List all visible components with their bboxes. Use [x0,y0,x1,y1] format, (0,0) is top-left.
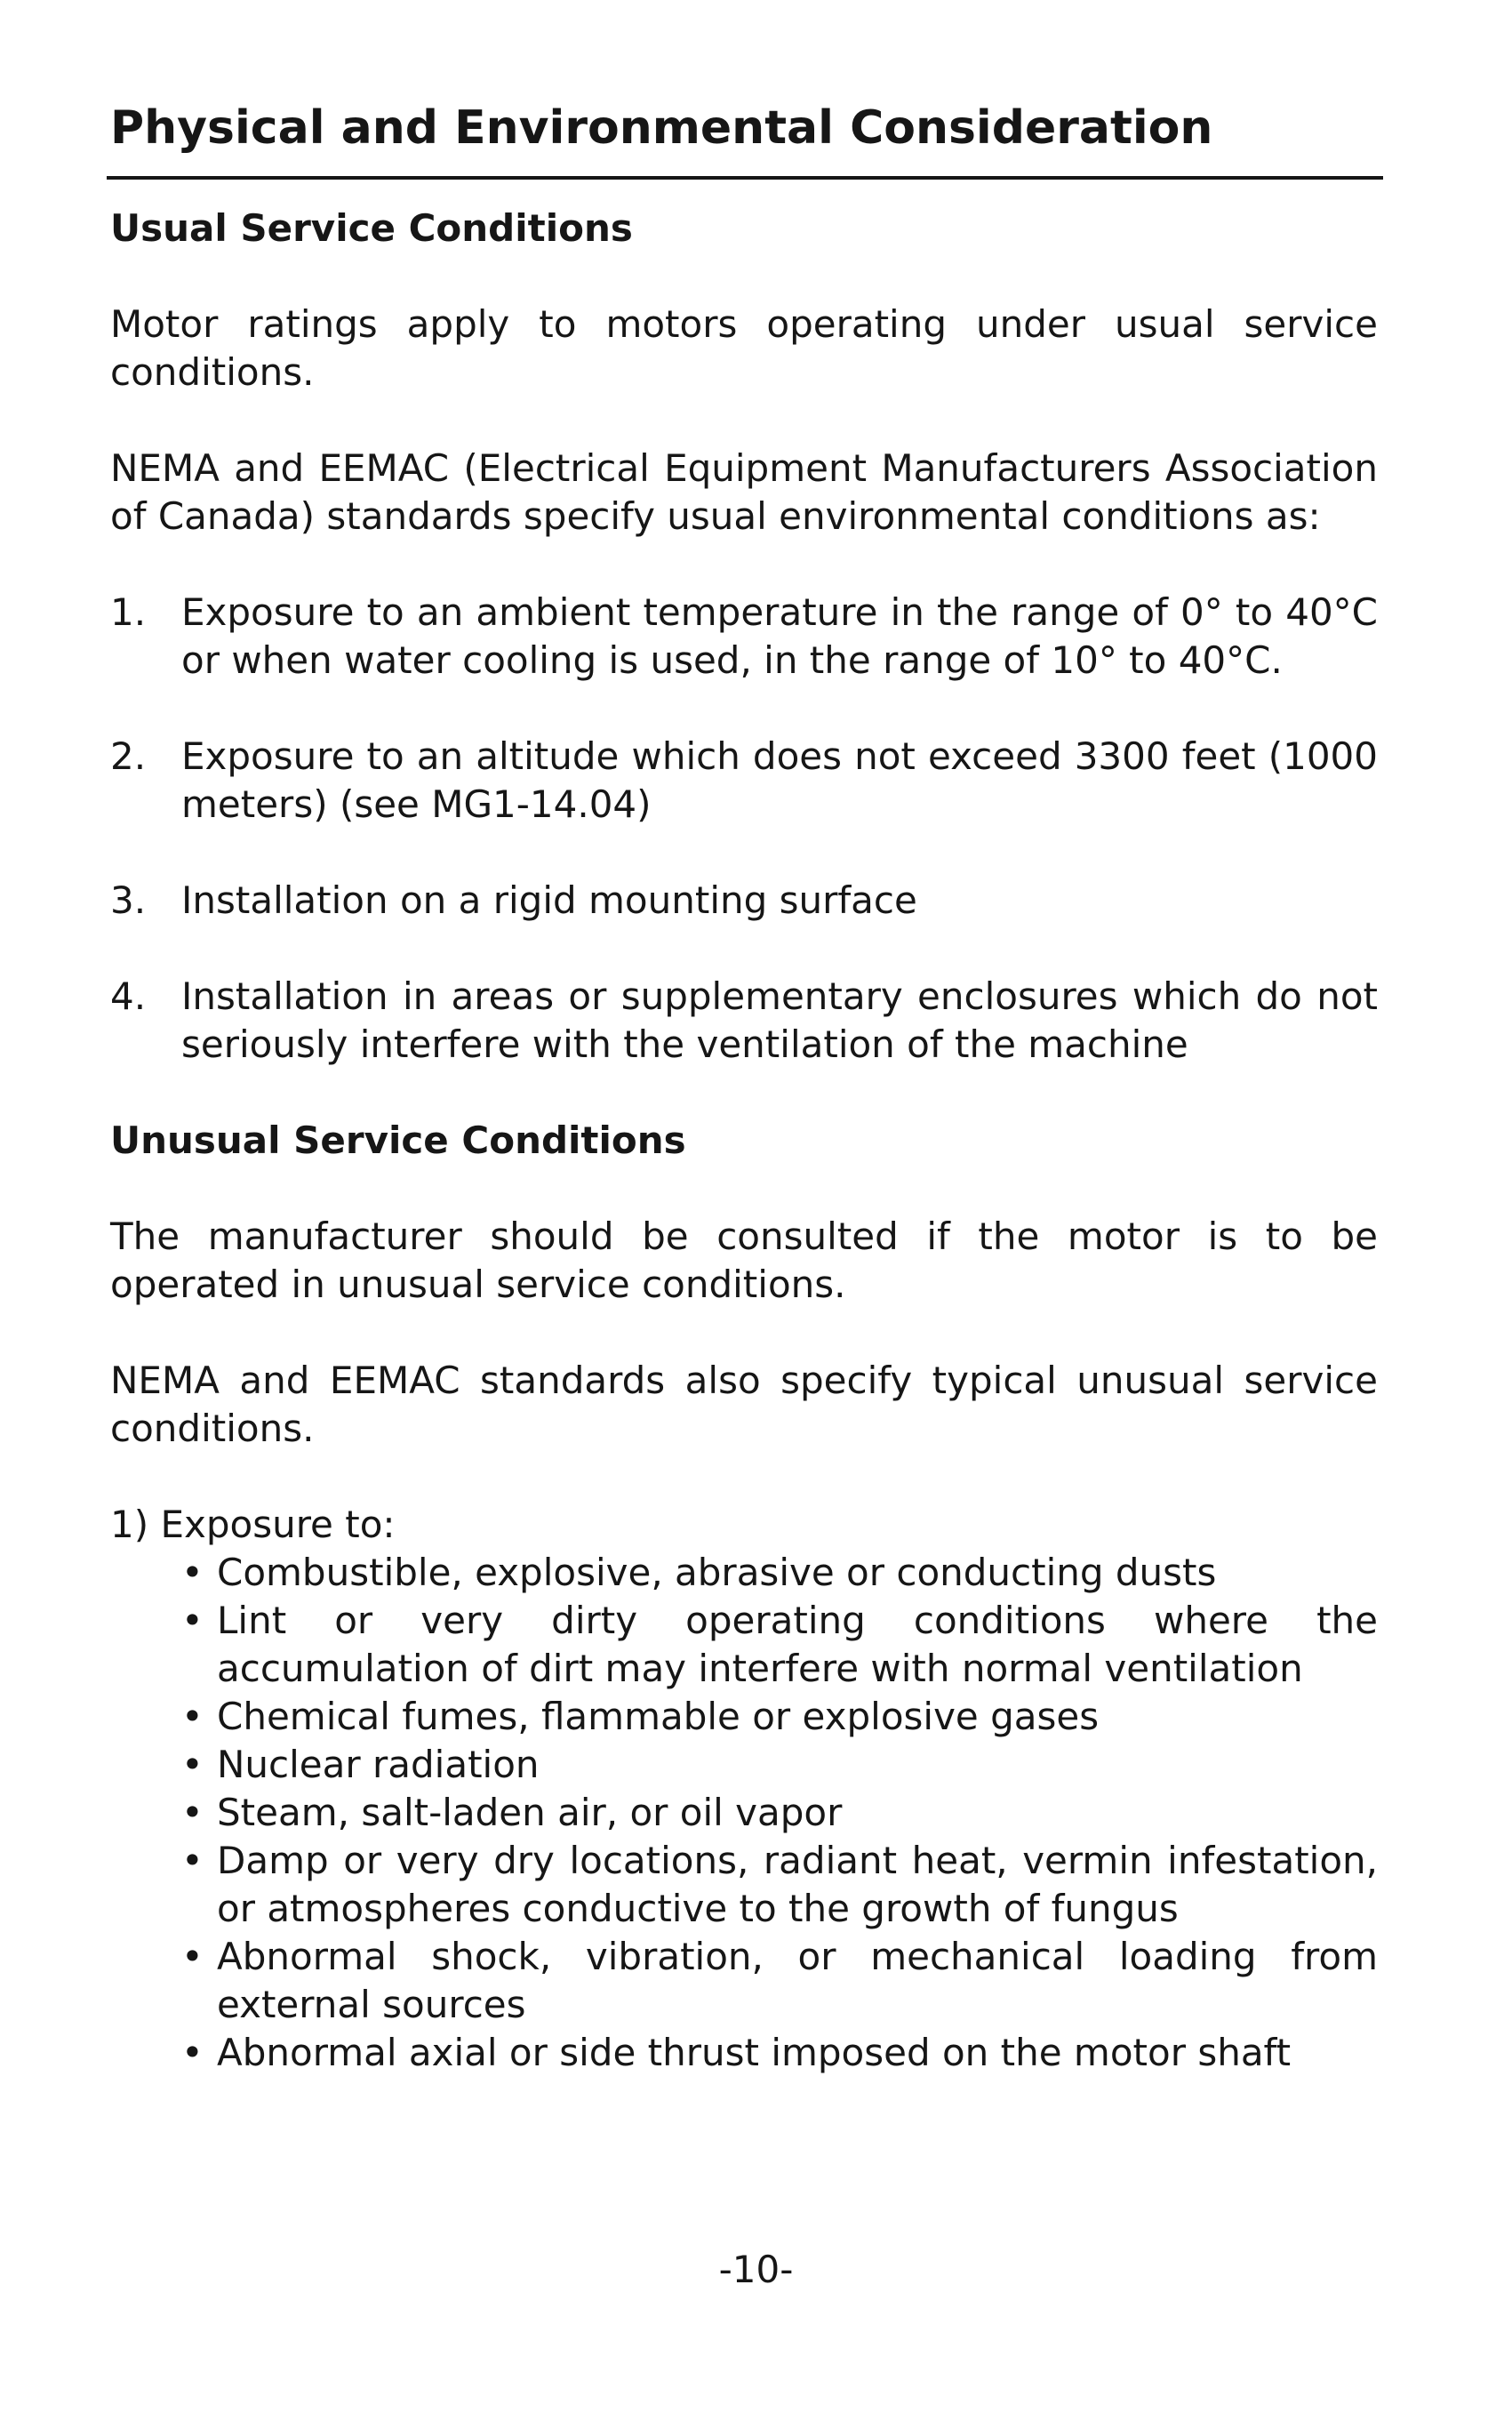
bullet-icon: • [181,1935,204,1978]
list-item-text: Installation on a rigid mounting surface [181,878,917,922]
bullet-item [181,1549,1378,1597]
bullet-item-text: Chemical fumes, flammable or explosive gases [217,1695,1100,1738]
bullet-icon: • [181,1839,204,1882]
list-item-number: 1. [110,590,147,634]
usual-conditions-standards: NEMA and EEMAC (Electrical Equipment Manufacturers Association of Canada) standards specify usual environmental conditions as: [110,446,1378,538]
bullet-item-text: Combustible, explosive, abrasive or conducting dusts [217,1551,1217,1594]
unusual-conditions-standards: NEMA and EEMAC standards also specify typical unusual service conditions. [110,1359,1378,1450]
unusual-conditions-intro: The manufacturer should be consulted if the motor is to be operated in unusual service conditions. [110,1215,1378,1306]
bullet-item [181,1693,1378,1741]
bullet-icon: • [181,1599,204,1642]
bullet-item [181,2029,1378,2077]
bullet-item-text: Lint or very dirty operating conditions where the accumulation of dirt may interfere with normal ventilation [217,1599,1378,1690]
unusual-conditions-heading: Unusual Service Conditions [110,1118,686,1162]
usual-conditions-list [110,589,1378,1069]
bullet-item-text: Steam, salt-laden air, or oil vapor [217,1791,843,1834]
bullet-item [181,1789,1378,1837]
list-item-text: Exposure to an ambient temperature in the range of 0° to 40°C or when water cooling is used, in the range of 10° to 40°C. [181,590,1378,682]
page-content [110,100,1378,2077]
list-item-text: Installation in areas or supplementary enclosures which do not seriously interfere with the ventilation of the machine [181,974,1378,1066]
bullet-icon: • [181,2031,204,2074]
bullet-icon: • [181,1743,204,1786]
bullet-item-text: Damp or very dry locations, radiant heat, vermin infestation, or atmospheres conductive to the growth of fungus [217,1839,1378,1930]
bullet-item-text: Nuclear radiation [217,1743,540,1786]
title-divider [107,176,1383,180]
list-item [110,877,1378,925]
list-item-text: Exposure to an altitude which does not exceed 3300 feet (1000 meters) (see MG1-14.04) [181,734,1378,826]
usual-conditions-intro: Motor ratings apply to motors operating under usual service conditions. [110,302,1378,394]
bullet-item [181,1741,1378,1789]
bullet-item-text: Abnormal shock, vibration, or mechanical loading from external sources [217,1935,1378,2026]
page-title: Physical and Environmental Consideration [110,101,1213,155]
exposure-label: 1) Exposure to: [110,1503,396,1546]
bullet-icon: • [181,1791,204,1834]
page-number: -10- [718,2248,794,2291]
list-item [110,589,1378,685]
list-item-number: 2. [110,734,147,778]
list-item-number: 3. [110,878,147,922]
bullet-item [181,1597,1378,1693]
list-item [110,733,1378,829]
list-item [110,973,1378,1069]
unusual-conditions-bullets [110,1549,1378,2077]
usual-conditions-heading: Usual Service Conditions [110,206,633,250]
bullet-icon: • [181,1551,204,1594]
bullet-icon: • [181,1695,204,1738]
list-item-number: 4. [110,974,147,1018]
bullet-item-text: Abnormal axial or side thrust imposed on the motor shaft [217,2031,1292,2074]
bullet-item [181,1837,1378,1933]
bullet-item [181,1933,1378,2029]
